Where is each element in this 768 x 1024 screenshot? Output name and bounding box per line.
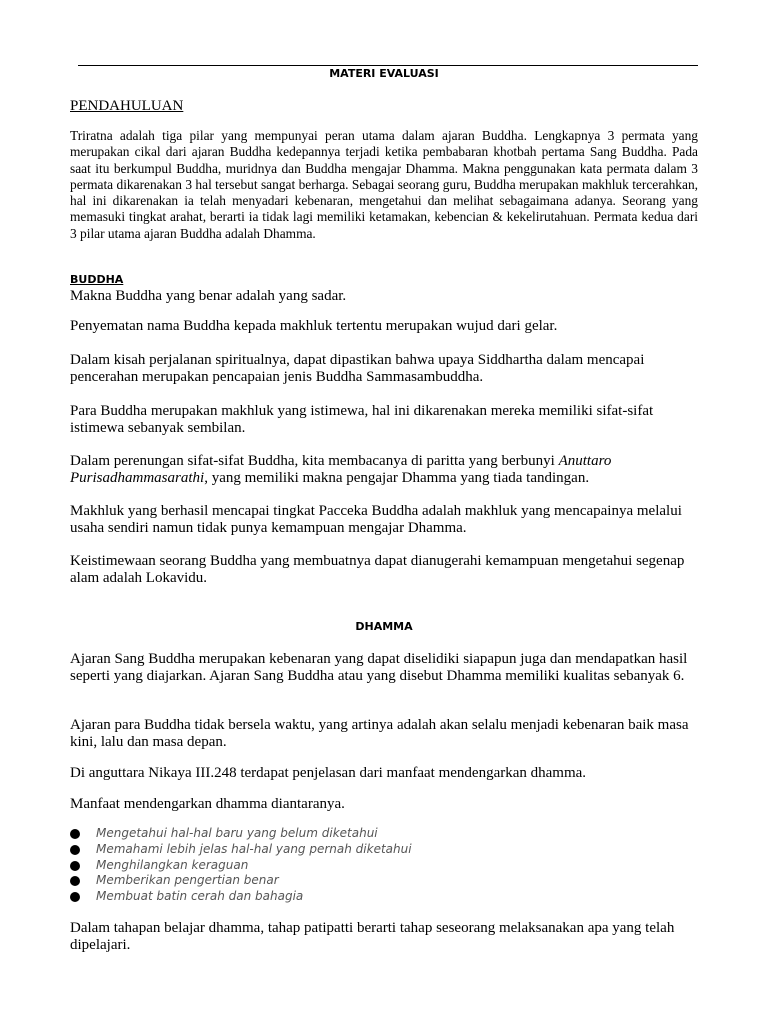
- bullet-icon: [70, 861, 80, 871]
- dhamma-paragraph-3: Di anguttara Nikaya III.248 terdapat penjelasan dari manfaat mendengarkan dhamma.: [70, 765, 587, 781]
- bullet-icon: [70, 876, 80, 886]
- buddha-paragraph-3: Dalam kisah perjalanan spiritualnya, dapat dipastikan bahwa upaya Siddhartha dalam mencapai pencerahan merupakan pencapaian jenis Buddha Sammasambuddha.: [70, 352, 645, 385]
- list-item: Memahami lebih jelas hal-hal yang pernah diketahui: [70, 842, 412, 858]
- bullet-icon: [70, 845, 80, 855]
- dhamma-paragraph-1: Ajaran Sang Buddha merupakan kebenaran yang dapat diselidiki siapapun juga dan mendapatkan hasil seperti yang diajarkan. Ajaran Sang Buddha atau yang disebut Dhamma memiliki kualitas sebanyak 6.: [70, 651, 688, 684]
- bullet-icon: [70, 829, 80, 839]
- buddha-paragraph-5: [70, 453, 698, 487]
- list-item: Menghilangkan keraguan: [70, 858, 412, 874]
- benefits-list: [70, 826, 412, 905]
- p5-after: , yang memiliki makna pengajar Dhamma yang tiada tandingan.: [204, 470, 590, 486]
- top-rule: [78, 65, 698, 66]
- buddha-paragraph-4: Para Buddha merupakan makhluk yang istimewa, hal ini dikarenakan mereka memiliki sifat-sifat istimewa sebanyak sembilan.: [70, 403, 654, 436]
- list-item: Membuat batin cerah dan bahagia: [70, 889, 412, 905]
- buddha-paragraph-2: Penyematan nama Buddha kepada makhluk tertentu merupakan wujud dari gelar.: [70, 318, 558, 334]
- dhamma-heading: DHAMMA: [355, 620, 413, 633]
- list-item: Mengetahui hal-hal baru yang belum diketahui: [70, 826, 412, 842]
- intro-paragraph: Triratna adalah tiga pilar yang mempunyai peran utama dalam ajaran Buddha. Lengkapnya 3 permata yang merupakan cikal dari ajaran Buddha kedepannya terjadi ketika pembabaran khotbah pertama Sang Buddha. Pada saat itu berkumpul Buddha, muridnya dan Buddha mengajar Dhamma. Makna penggunakan kata permata dalam 3 permata dikarenakan 3 hal tersebut sangat berharga. Sebagai seorang guru, Buddha merupakan makhluk tercerahkan, hal ini dikarenakan ia telah menyadari kebenaran, mengetahui dan melihat sebagaimana adanya. Seorang yang memasuki tingkat arahat, berarti ia tidak lagi memiliki ketamakan, kebencian & kekelirutahuan. Permata kedua dari 3 pilar utama ajaran Buddha adalah Dhamma.: [70, 128, 698, 241]
- buddha-heading: BUDDHA: [70, 273, 124, 286]
- dhamma-paragraph-4: Manfaat mendengarkan dhamma diantaranya.: [70, 796, 345, 812]
- document-title: MATERI EVALUASI: [329, 67, 439, 80]
- intro-heading: PENDAHULUAN: [70, 98, 184, 114]
- dhamma-paragraph-5: Dalam tahapan belajar dhamma, tahap patipatti berarti tahap seseorang melaksanakan apa yang telah dipelajari.: [70, 920, 675, 953]
- buddha-paragraph-1: Makna Buddha yang benar adalah yang sadar.: [70, 288, 347, 304]
- p5-paritta-name: Anuttaro Purisadhammasarathi: [70, 453, 612, 486]
- buddha-paragraph-7: Keistimewaan seorang Buddha yang membuatnya dapat dianugerahi kemampuan mengetahui segenap alam adalah Lokavidu.: [70, 553, 685, 586]
- bullet-icon: [70, 892, 80, 902]
- buddha-paragraph-6: Makhluk yang berhasil mencapai tingkat Pacceka Buddha adalah makhluk yang mencapainya melalui usaha sendiri namun tidak punya kemampuan mengajar Dhamma.: [70, 503, 682, 536]
- p5-before: Dalam perenungan sifat-sifat Buddha, kita membacanya di paritta yang berbunyi: [70, 453, 559, 469]
- dhamma-paragraph-2: Ajaran para Buddha tidak bersela waktu, yang artinya adalah akan selalu menjadi kebenaran baik masa kini, lalu dan masa depan.: [70, 717, 689, 750]
- list-item: Memberikan pengertian benar: [70, 873, 412, 889]
